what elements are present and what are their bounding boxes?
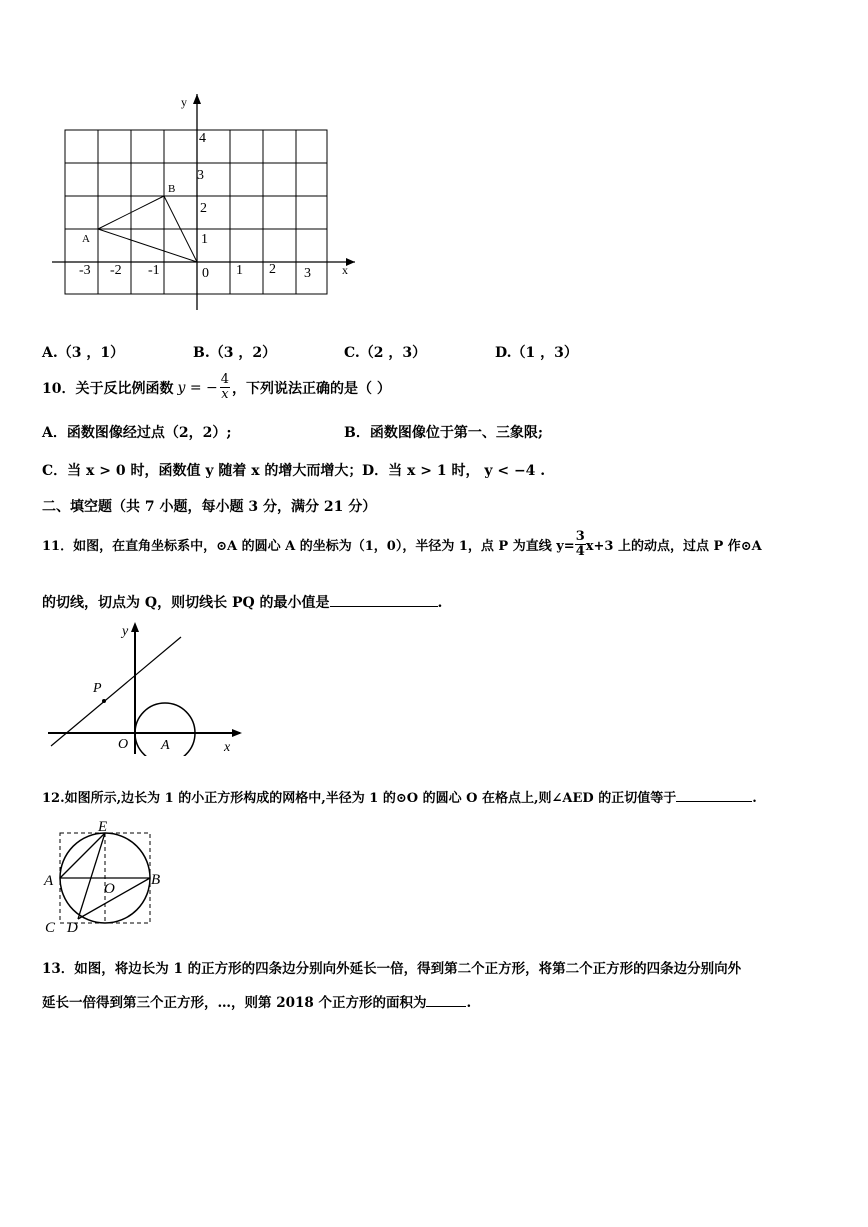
q13-line-2-text: 延长一倍得到第三个正方形，…，则第 2018 个正方形的面积为 <box>42 995 427 1011</box>
point-b-label: B <box>168 183 176 195</box>
x-axis-label: x <box>342 263 348 277</box>
q10-stem-prefix: 10．关于反比例函数 <box>42 380 174 397</box>
point-a-label: A <box>82 233 90 245</box>
x-tick-3: 3 <box>304 266 311 281</box>
q10-fraction-numerator: 4 <box>220 372 230 387</box>
q10-function-lhs: y = − <box>177 379 218 396</box>
q11-answer-blank <box>330 606 438 607</box>
x-tick-neg1: -1 <box>148 263 160 278</box>
x-tick-neg2: -2 <box>110 263 122 278</box>
section-2-heading: 二、填空题（共 7 小题，每小题 3 分，满分 21 分） <box>42 499 377 515</box>
x-tick-neg3: -3 <box>79 263 91 278</box>
q12-answer-blank <box>676 801 752 802</box>
x-tick-1: 1 <box>236 263 243 278</box>
q9-option-d: D.（1 ，3） <box>495 345 578 361</box>
q11-line-1 <box>42 530 762 559</box>
point-a-label: A <box>161 738 170 753</box>
q13-line-2-end: . <box>466 995 472 1011</box>
x-axis-label: x <box>224 740 231 755</box>
q13-answer-blank <box>426 1006 466 1007</box>
q11-line-1-part-b: x+3 上的动点，过点 P 作⊙A <box>585 539 762 554</box>
q9-option-c: C.（2 ，3） <box>344 345 427 361</box>
grid <box>65 130 327 294</box>
q13-line-2 <box>42 991 471 1011</box>
q11-line-2 <box>42 592 442 612</box>
q12-stem-end: . <box>752 791 757 806</box>
q10-stem-suffix: ，下列说法正确的是（ ） <box>232 380 391 397</box>
q12-figure <box>42 818 170 936</box>
q13-line-1: 13．如图，将边长为 1 的正方形的四条边分别向外延长一倍，得到第二个正方形，将第二个正方形的四条边分别向外 <box>42 961 742 977</box>
q11-line-1-part-a: 11．如图，在直角坐标系中，⊙A 的圆心 A 的坐标为（1，0），半径为 1，点 P 为直线 y= <box>42 539 575 554</box>
q9-option-a: A.（3 ，1） <box>42 345 125 361</box>
x-axis-arrow <box>232 729 242 737</box>
y-tick-4: 4 <box>199 131 206 146</box>
point-e-label: E <box>98 819 108 835</box>
point-o-label: O <box>104 881 115 897</box>
y-tick-2: 2 <box>200 201 207 216</box>
point-a-label: A <box>44 873 54 889</box>
q10-option-c: C．当 x > 0 时，函数值 y 随着 x 的增大而增大； <box>42 463 363 479</box>
y-tick-1: 1 <box>201 232 208 247</box>
q11-fraction-denominator: 4 <box>575 544 585 559</box>
q10-option-b: B．函数图像位于第一、三象限; <box>344 425 544 441</box>
point-d-label: D <box>67 920 78 936</box>
q10-function-fraction <box>220 373 230 402</box>
y-axis-label: y <box>122 624 129 639</box>
q10-option-d: D．当 x > 1 时， y < −4 . <box>362 463 546 479</box>
q10-fraction-denominator: x <box>221 387 229 402</box>
q12-stem-text: 12.如图所示,边长为 1 的小正方形构成的网格中,半径为 1 的⊙O 的圆心 O 在格点上,则∠AED 的正切值等于 <box>42 791 677 806</box>
q10-option-a: A．函数图像经过点（2，2）; <box>42 425 232 441</box>
y-axis-arrow <box>131 622 139 632</box>
x-tick-2: 2 <box>269 262 276 277</box>
q11-figure <box>44 618 248 756</box>
q11-slope-fraction <box>575 530 586 559</box>
y-axis-arrow <box>193 94 201 104</box>
q10-stem <box>42 373 391 402</box>
point-c-label: C <box>45 920 56 936</box>
point-p-label: P <box>93 681 102 696</box>
q9-option-b: B.（3 ，2） <box>193 345 277 361</box>
origin-o-label: O <box>118 737 129 752</box>
q11-line-2-end: . <box>437 595 443 611</box>
q11-fraction-numerator: 3 <box>575 529 585 544</box>
x-tick-0: 0 <box>202 266 209 281</box>
q12-stem <box>42 787 757 806</box>
line-through-p <box>51 637 181 746</box>
point-p-dot <box>102 699 106 703</box>
q11-line-2-text: 的切线，切点为 Q，则切线长 PQ 的最小值是 <box>42 595 330 611</box>
y-tick-3: 3 <box>197 168 204 183</box>
y-axis-label: y <box>181 95 187 109</box>
q9-coordinate-figure <box>50 90 370 315</box>
point-b-label: B <box>151 872 161 888</box>
